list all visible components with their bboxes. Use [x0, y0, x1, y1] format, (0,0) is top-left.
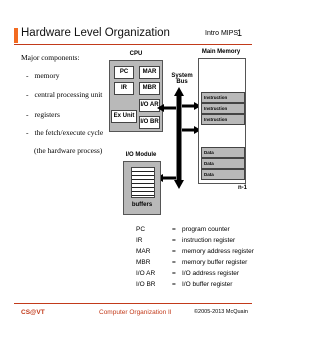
bullet-text: the fetch/execute cycle — [34, 128, 104, 137]
slide-title: Hardware Level Organization — [21, 27, 170, 39]
cpu-label: CPU — [129, 51, 143, 57]
bullet-item: - the fetch/execute cycle — [26, 128, 104, 137]
components-heading: Major components: — [21, 53, 80, 62]
register-ir: IR — [114, 82, 134, 95]
memory-data-cell: Data — [201, 147, 245, 158]
register-mbr: MBR — [139, 82, 160, 95]
slide: Hardware Level Organization Intro MIPS 1 Major components: - memory - central processing unit - registers - the fetch/execute cycle (the hardware process) CPU PC MAR IR MBR I/O AR I/O BR Ex Unit System Bus Main Memory Instruction Instruction Instruction Data Data Data n-1 I/O Module buffers PC = program counter IR = instruction register MAR = memory address register MBR = memory buffer register I/O AR = I/O address register I/O BR = I/O buffer register CS@VT Computer Organization II ©2005-2013 McQuain — [0, 0, 264, 341]
memory-data-cell: Data — [201, 169, 245, 180]
io-module-label: I/O Module — [125, 152, 157, 158]
register-io-ar: I/O AR — [139, 99, 160, 112]
bullet-text: central processing unit — [34, 90, 103, 99]
page-number: 1 — [237, 28, 243, 38]
hardware-note: (the hardware process) — [34, 146, 103, 155]
bullet-item: - registers — [26, 110, 60, 119]
memory-instruction-cell: Instruction — [201, 114, 245, 125]
slide-topic: Intro MIPS — [205, 30, 239, 37]
register-io-br: I/O BR — [139, 116, 160, 129]
memory-last-index: n-1 — [238, 185, 247, 191]
memory-data-cell: Data — [201, 158, 245, 169]
io-module-box — [123, 161, 161, 215]
bullet-item: - memory — [26, 71, 60, 80]
footer-center: Computer Organization II — [99, 309, 172, 316]
register-pc: PC — [114, 66, 134, 79]
memory-instruction-cell: Instruction — [201, 103, 245, 114]
bullet-text: memory — [34, 71, 60, 80]
io-buffers-stack — [131, 167, 155, 198]
bullet-item: - central processing unit — [26, 90, 103, 99]
bullet-text: registers — [34, 110, 60, 119]
io-buffers-label: buffers — [131, 202, 153, 208]
footer-right: ©2005-2013 McQuain — [194, 309, 248, 315]
header-rule — [14, 44, 252, 45]
system-bus-label: System Bus — [171, 73, 193, 85]
main-memory-label: Main Memory — [201, 49, 241, 55]
footer-left: CS@VT — [21, 309, 45, 316]
memory-instruction-cell: Instruction — [201, 92, 245, 103]
title-accent-bar — [14, 28, 18, 43]
register-mar: MAR — [139, 66, 160, 79]
main-memory-box — [198, 58, 246, 184]
execution-unit: Ex Unit — [111, 110, 137, 123]
footer-rule — [14, 303, 252, 304]
